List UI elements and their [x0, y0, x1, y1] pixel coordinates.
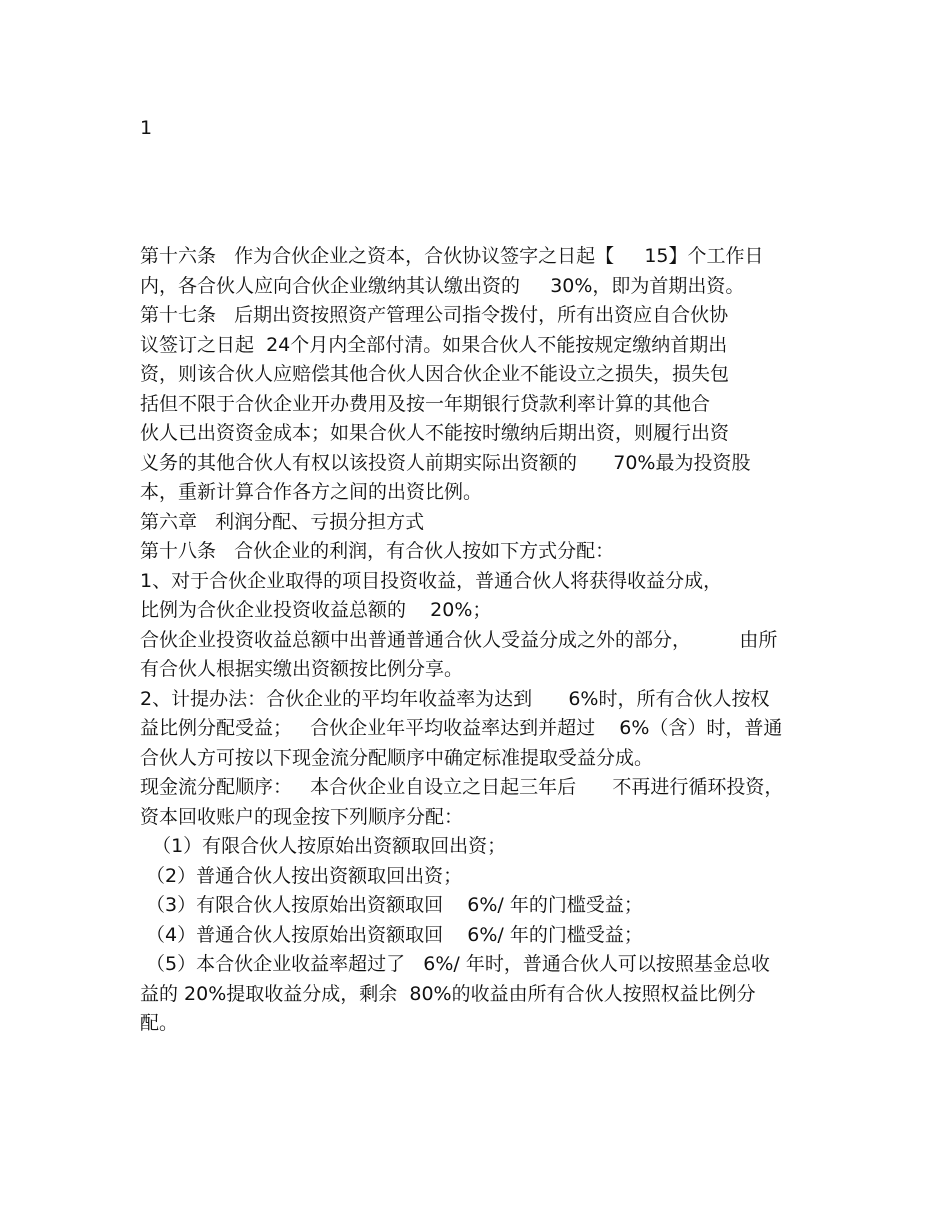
text-line: 第十六条 作为合伙企业之资本，合伙协议签字之日起【 15】个工作日 — [140, 245, 764, 267]
list-item: （5）本合伙企业收益率超过了 6%/ 年时，普通合伙人可以按照基金总收 — [140, 953, 770, 975]
document-body — [140, 242, 840, 1039]
text-line: 第十七条 后期出资按照资产管理公司指令拨付，所有出资应自合伙协 — [140, 304, 729, 326]
list-item: （2）普通合伙人按出资额取回出资； — [140, 864, 463, 887]
text-line: 益的 20%提取收益分成，剩余 80%的收益由所有合伙人按照权益比例分 — [140, 982, 756, 1005]
text-line: 配。 — [140, 1012, 179, 1034]
text-line: 义务的其他合伙人有权以该投资人前期实际出资额的 70%最为投资股 — [140, 451, 751, 474]
text-line: 现金流分配顺序： 本合伙企业自设立之日起三年后 不再进行循环投资， — [140, 776, 784, 798]
text-line: 第十八条 合伙企业的利润，有合伙人按如下方式分配： — [140, 540, 615, 562]
text-line: 本，重新计算合作各方之间的出资比例。 — [140, 481, 483, 503]
text-line: 有合伙人根据实缴出资额按比例分享。 — [140, 658, 464, 680]
text-line: 1、对于合伙企业取得的项目投资收益，普通合伙人将获得收益分成， — [140, 569, 723, 592]
text-line: 议签订之日起 24个月内全部付清。如果合伙人不能按规定缴纳首期出 — [140, 333, 728, 356]
text-line: 合伙人方可按以下现金流分配顺序中确定标准提取受益分成。 — [140, 746, 654, 769]
page-number: 1 — [140, 117, 153, 139]
chapter-heading: 第六章 利润分配、亏损分担方式 — [140, 510, 425, 533]
text-line: 合伙企业投资收益总额中出普通普通合伙人受益分成之外的部分， 由所 — [140, 628, 778, 651]
text-line: 伙人已出资资金成本；如果合伙人不能按时缴纳后期出资，则履行出资 — [140, 422, 730, 444]
text-line: 2、计提办法：合伙企业的平均年收益率为达到 6%时，所有合伙人按权 — [140, 687, 770, 710]
text-line: 资本回收账户的现金按下列顺序分配： — [140, 805, 464, 828]
text-line: 益比例分配受益； 合伙企业年平均收益率达到并超过 6%（含）时，普通 — [140, 717, 783, 739]
list-item: （4）普通合伙人按原始出资额取回 6%/ 年的门槛受益； — [140, 923, 643, 946]
list-item: （1）有限合伙人按原始出资额取回出资； — [140, 835, 507, 857]
text-line: 比例为合伙企业投资收益总额的 20%； — [140, 599, 492, 621]
text-line: 括但不限于合伙企业开办费用及按一年期银行贷款利率计算的其他合 — [140, 392, 711, 415]
text-line: 资，则该合伙人应赔偿其他合伙人因合伙企业不能设立之损失，损失包 — [140, 363, 730, 385]
text-line: 内，各合伙人应向合伙企业缴纳其认缴出资的 30%，即为首期出资。 — [140, 274, 745, 297]
list-item: （3）有限合伙人按原始出资额取回 6%/ 年的门槛受益； — [140, 894, 643, 916]
